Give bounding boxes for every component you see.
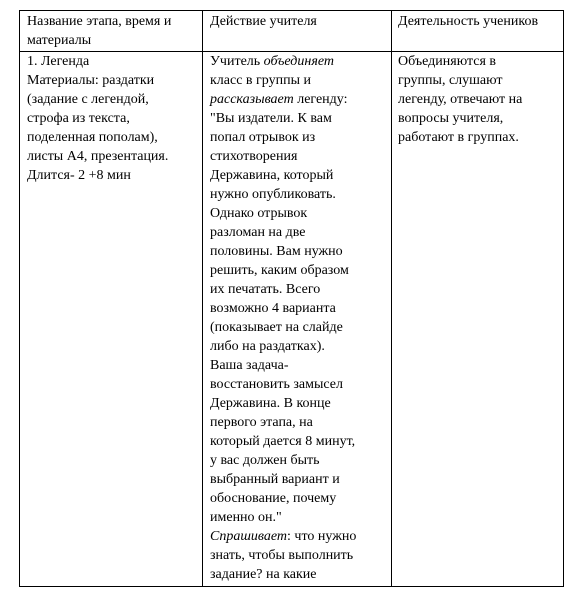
cell-text <box>210 52 380 71</box>
cell-text-part: легенду: <box>293 92 348 107</box>
cell-text: Длится- 2 +8 мин <box>27 168 131 183</box>
cell-text: задание? на какие <box>210 567 317 582</box>
header-stage-materials <box>27 12 201 50</box>
cell-text <box>210 527 380 546</box>
cell-text: первого этапа, на <box>210 415 313 430</box>
cell-text-italic: объединяет <box>263 54 334 69</box>
cell-text-part: : что нужно <box>287 529 357 544</box>
cell-text: листы А4, презентация. <box>27 149 169 164</box>
cell-text: Однако отрывок <box>210 206 308 221</box>
cell-text: либо на раздатках). <box>210 339 325 354</box>
cell-text-italic: рассказывает <box>210 92 294 107</box>
cell-text: Державина, который <box>210 168 334 183</box>
lesson-plan-table <box>19 10 564 587</box>
cell-text: их печатать. Всего <box>210 282 321 297</box>
cell-text: возможно 4 варианта <box>210 301 336 316</box>
cell-text: Материалы: раздатки <box>27 73 155 88</box>
cell-text: именно он." <box>210 510 282 525</box>
cell-text: 1. Легенда <box>27 54 90 69</box>
cell-text: восстановить замысел <box>210 377 343 392</box>
cell-text: легенду, отвечают на <box>398 92 523 107</box>
cell-student-activity <box>398 52 558 147</box>
header-student-activity <box>398 12 558 31</box>
cell-text: нужно опубликовать. <box>210 187 336 202</box>
cell-stage-materials <box>27 52 201 185</box>
cell-text: половины. Вам нужно <box>210 244 343 259</box>
cell-text: знать, чтобы выполнить <box>210 548 354 563</box>
cell-text: разломан на две <box>210 225 306 240</box>
cell-text: решить, каким образом <box>210 263 349 278</box>
header-text: материалы <box>27 33 92 48</box>
cell-text: "Вы издатели. К вам <box>210 111 332 126</box>
cell-teacher-action <box>210 52 380 584</box>
header-text: Название этапа, время и <box>27 14 172 29</box>
header-teacher-action <box>210 12 380 31</box>
cell-text: который дается 8 минут, <box>210 434 356 449</box>
cell-text: выбранный вариант и <box>210 472 340 487</box>
cell-text: Ваша задача- <box>210 358 289 373</box>
column-divider-2 <box>391 11 392 586</box>
cell-text: (задание с легендой, <box>27 92 149 107</box>
cell-text <box>210 90 380 109</box>
cell-text: поделенная пополам), <box>27 130 158 145</box>
cell-text: (показывает на слайде <box>210 320 343 335</box>
cell-text: класс в группы и <box>210 73 311 88</box>
cell-text: у вас должен быть <box>210 453 320 468</box>
cell-text-italic: Спрашивает <box>210 529 288 544</box>
cell-text: строфа из текста, <box>27 111 130 126</box>
header-text: Действие учителя <box>210 14 317 29</box>
cell-text: обоснование, почему <box>210 491 337 506</box>
cell-text: попал отрывок из <box>210 130 316 145</box>
header-text: Деятельность учеников <box>398 14 539 29</box>
cell-text: стихотворения <box>210 149 298 164</box>
cell-text-part: Учитель <box>210 54 264 69</box>
cell-text: вопросы учителя, <box>398 111 504 126</box>
cell-text: Объединяются в <box>398 54 497 69</box>
cell-text: группы, слушают <box>398 73 503 88</box>
cell-text: Державина. В конце <box>210 396 331 411</box>
cell-text: работают в группах. <box>398 130 519 145</box>
column-divider-1 <box>202 11 203 586</box>
